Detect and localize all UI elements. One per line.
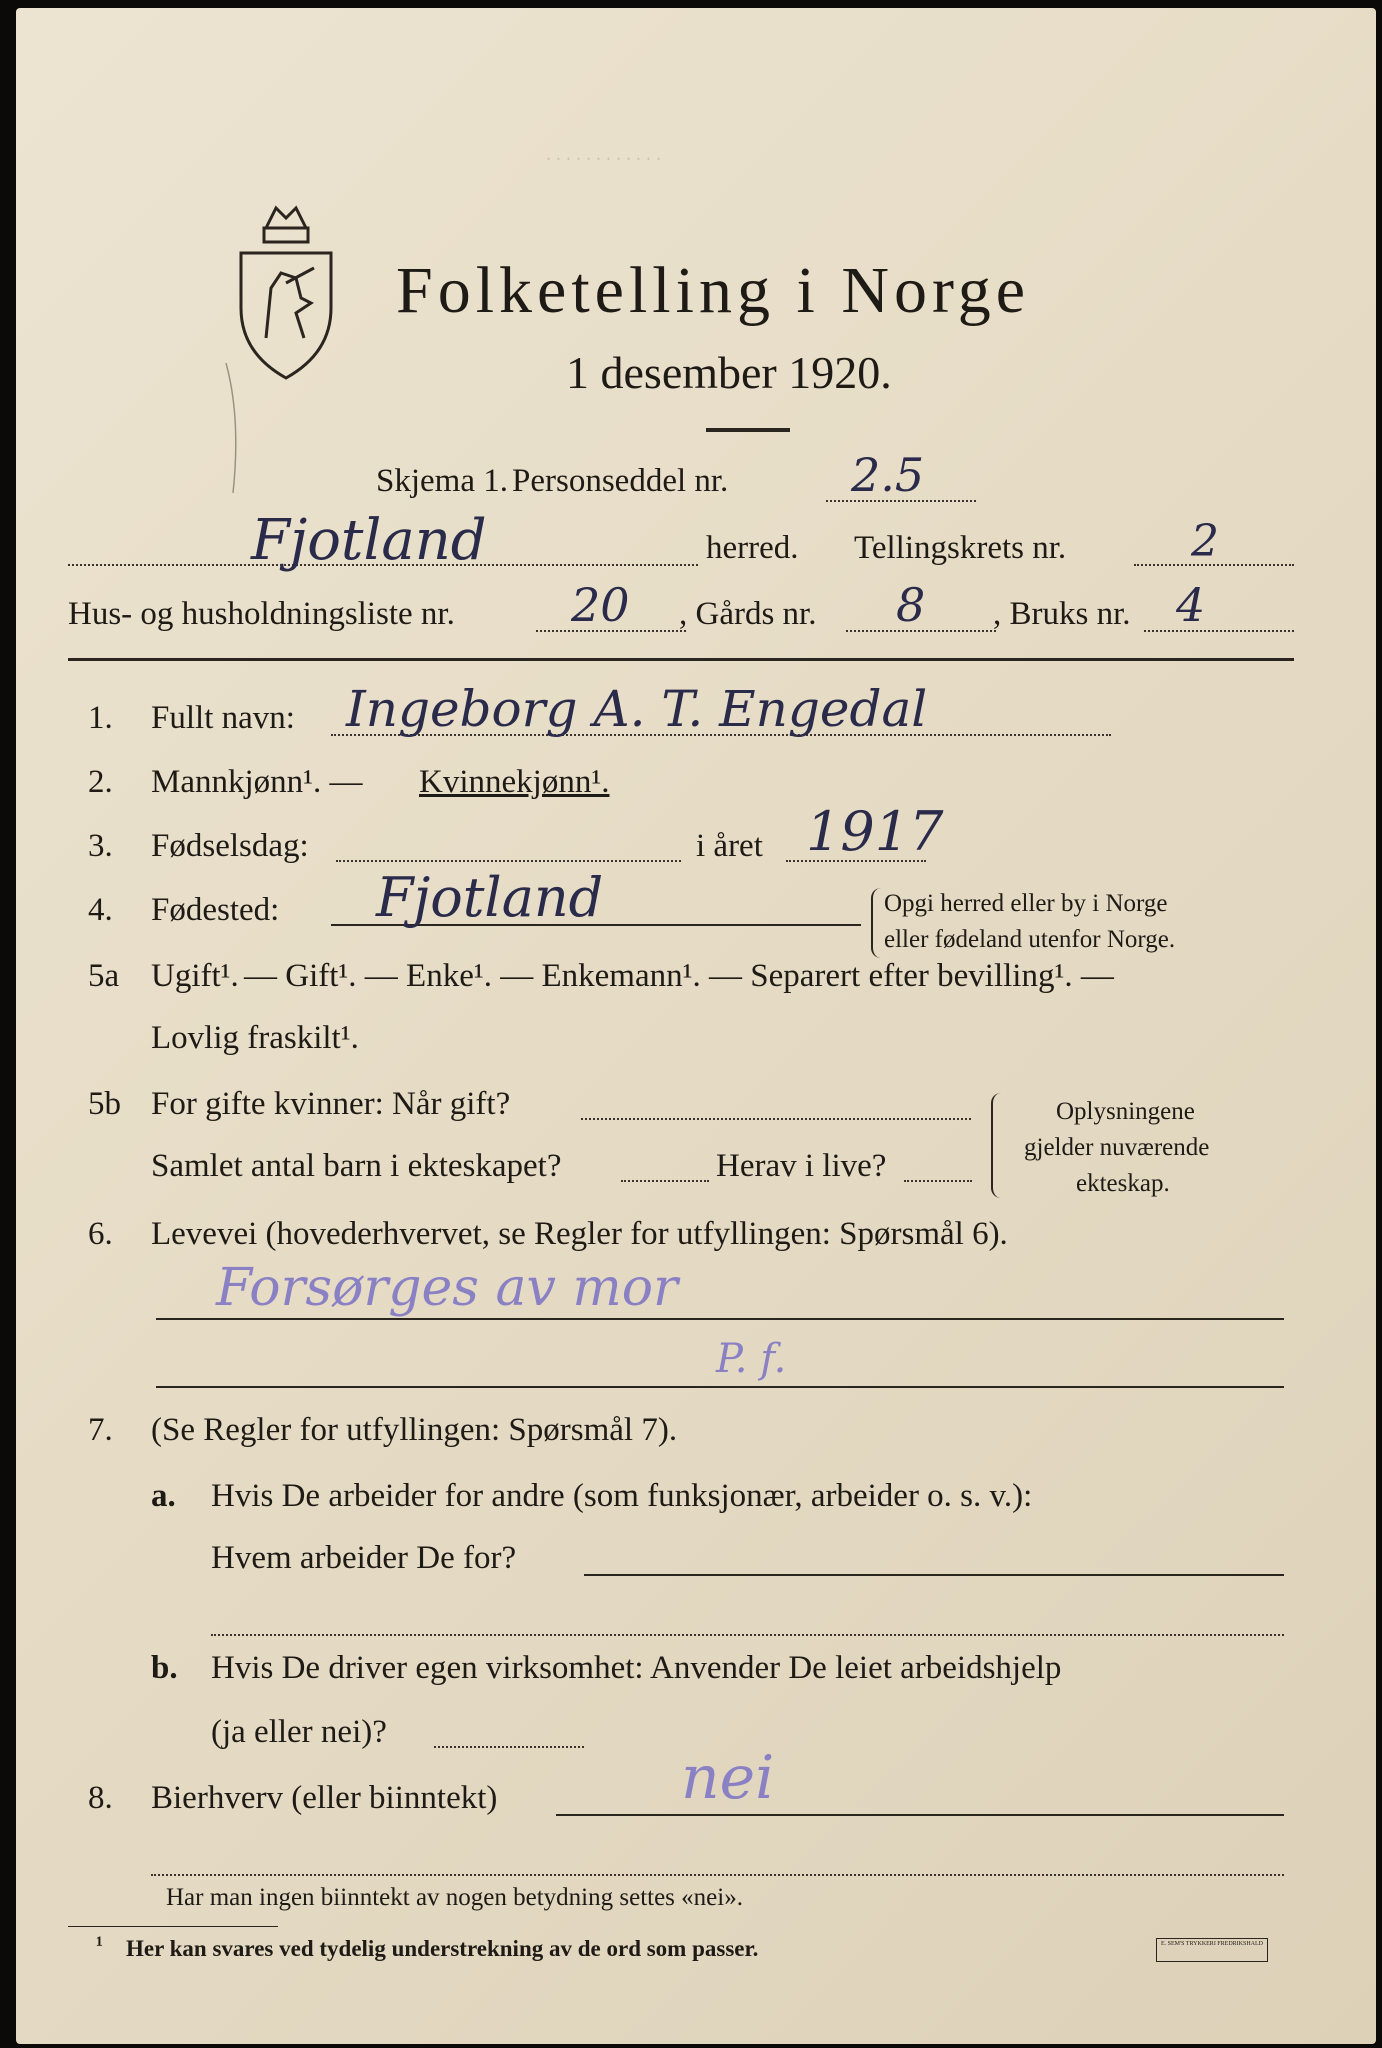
bruks-label: , Bruks nr.: [993, 596, 1131, 632]
q8-label: Bierhverv (eller biinntekt): [151, 1780, 498, 1816]
q1-value: Ingeborg A. T. Engedal: [346, 680, 928, 738]
q5b-children-line: [621, 1180, 709, 1182]
q5b-married-line: [581, 1118, 971, 1120]
form-title: Folketelling i Norge: [396, 254, 1031, 327]
q3-year-value: 1917: [806, 800, 944, 863]
herred-label: herred.: [706, 530, 799, 566]
census-date: 1 desember 1920.: [566, 347, 892, 398]
q8-number: 8.: [88, 1780, 113, 1816]
q2-number: 2.: [88, 764, 113, 800]
tellingskrets-label: Tellingskrets nr.: [854, 530, 1067, 566]
q5b-number: 5b: [88, 1086, 121, 1122]
q4-label: Fødested:: [151, 892, 280, 928]
q7a-line1: Hvis De arbeider for andre (som funksjonær, arbeider o. s. v.):: [211, 1478, 1033, 1514]
q5a-options: — Gift¹. — Enke¹. — Enkemann¹. — Separert efter bevilling¹. —: [244, 958, 1114, 994]
q6-label: Levevei (hovederhvervet, se Regler for utfyllingen: Spørsmål 6).: [151, 1216, 1008, 1252]
q3-year-label: i året: [696, 828, 763, 864]
q7b-line1: Hvis De driver egen virksomhet: Anvender De leiet arbeidshjelp: [211, 1650, 1062, 1686]
footnote-mark: ¹: [96, 1932, 103, 1957]
printer-stamp: E. SEM'S TRYKKERI FREDRIKSHALD: [1156, 1938, 1268, 1962]
q7b-letter: b.: [151, 1650, 178, 1686]
q5b-note3: ekteskap.: [1076, 1170, 1170, 1197]
q5a-ugift: Ugift¹.: [151, 958, 239, 994]
header-divider: [68, 658, 1294, 661]
title-rule: [706, 428, 790, 432]
q1-number: 1.: [88, 700, 113, 736]
q8-value: nei: [681, 1743, 775, 1813]
q3-number: 3.: [88, 828, 113, 864]
q6-line1: [156, 1318, 1284, 1320]
q5b-line1: For gifte kvinner: Når gift?: [151, 1086, 511, 1122]
q7b-line: [434, 1746, 584, 1748]
tellingskrets-value: 2: [1191, 516, 1219, 567]
footer-note: Har man ingen biinntekt av nogen betydning settes «nei».: [166, 1884, 743, 1911]
bruks-line: [1144, 630, 1294, 632]
q5b-line2a: Samlet antal barn i ekteskapet?: [151, 1148, 562, 1184]
q6-value: Forsørges av mor: [216, 1258, 678, 1318]
q3-label: Fødselsdag:: [151, 828, 309, 864]
bleed-through: . . . . . . . . . . . .: [546, 143, 661, 165]
q5b-line2b: Herav i live?: [716, 1148, 887, 1184]
q4-note-line1: Opgi herred eller by i Norge: [884, 890, 1168, 917]
q3-day-line: [336, 860, 681, 862]
q7b-line2: (ja eller nei)?: [211, 1714, 387, 1750]
q7a-line: [584, 1574, 1284, 1576]
gards-label: , Gårds nr.: [679, 596, 817, 632]
schema-label: Skjema 1.: [376, 463, 508, 499]
q1-label: Fullt navn:: [151, 700, 295, 736]
husliste-value: 20: [571, 578, 630, 632]
census-form: [16, 8, 1376, 2044]
q8-line: [556, 1814, 1284, 1816]
q6-mark: P. f.: [716, 1336, 787, 1382]
q4-value: Fjotland: [376, 866, 604, 929]
q7a-extra-line: [211, 1634, 1284, 1636]
bruks-value: 4: [1176, 578, 1206, 632]
q5a-line2: Lovlig fraskilt¹.: [151, 1020, 359, 1056]
footnote-rule: [68, 1926, 278, 1927]
personseddel-value: 2.5: [851, 448, 925, 502]
personseddel-label: Personseddel nr.: [512, 463, 729, 499]
q8-extra-line: [151, 1874, 1284, 1876]
q7-label: (Se Regler for utfyllingen: Spørsmål 7).: [151, 1412, 678, 1448]
husliste-label: Hus- og husholdningsliste nr.: [68, 596, 455, 632]
q5b-note2: gjelder nuværende: [1024, 1134, 1210, 1161]
herred-value: Fjotland: [251, 508, 487, 573]
q7-number: 7.: [88, 1412, 113, 1448]
footnote-text: Her kan svares ved tydelig understrekning av de ord som passer.: [126, 1936, 759, 1961]
q5b-note1: Oplysningene: [1056, 1098, 1195, 1125]
q4-brace: [871, 888, 881, 958]
q7a-letter: a.: [151, 1478, 176, 1514]
q5a-number: 5a: [88, 958, 120, 994]
q2-female: Kvinnekjønn¹.: [419, 764, 610, 800]
q4-note-line2: eller fødeland utenfor Norge.: [884, 926, 1176, 953]
q2-male: Mannkjønn¹. —: [151, 764, 363, 800]
gards-value: 8: [896, 578, 926, 632]
q6-line2: [156, 1386, 1284, 1388]
q6-number: 6.: [88, 1216, 113, 1252]
q7a-line2: Hvem arbeider De for?: [211, 1540, 517, 1576]
q4-number: 4.: [88, 892, 113, 928]
pencil-mark: [221, 358, 251, 498]
q5b-brace: [991, 1093, 1001, 1198]
q5b-alive-line: [904, 1180, 972, 1182]
